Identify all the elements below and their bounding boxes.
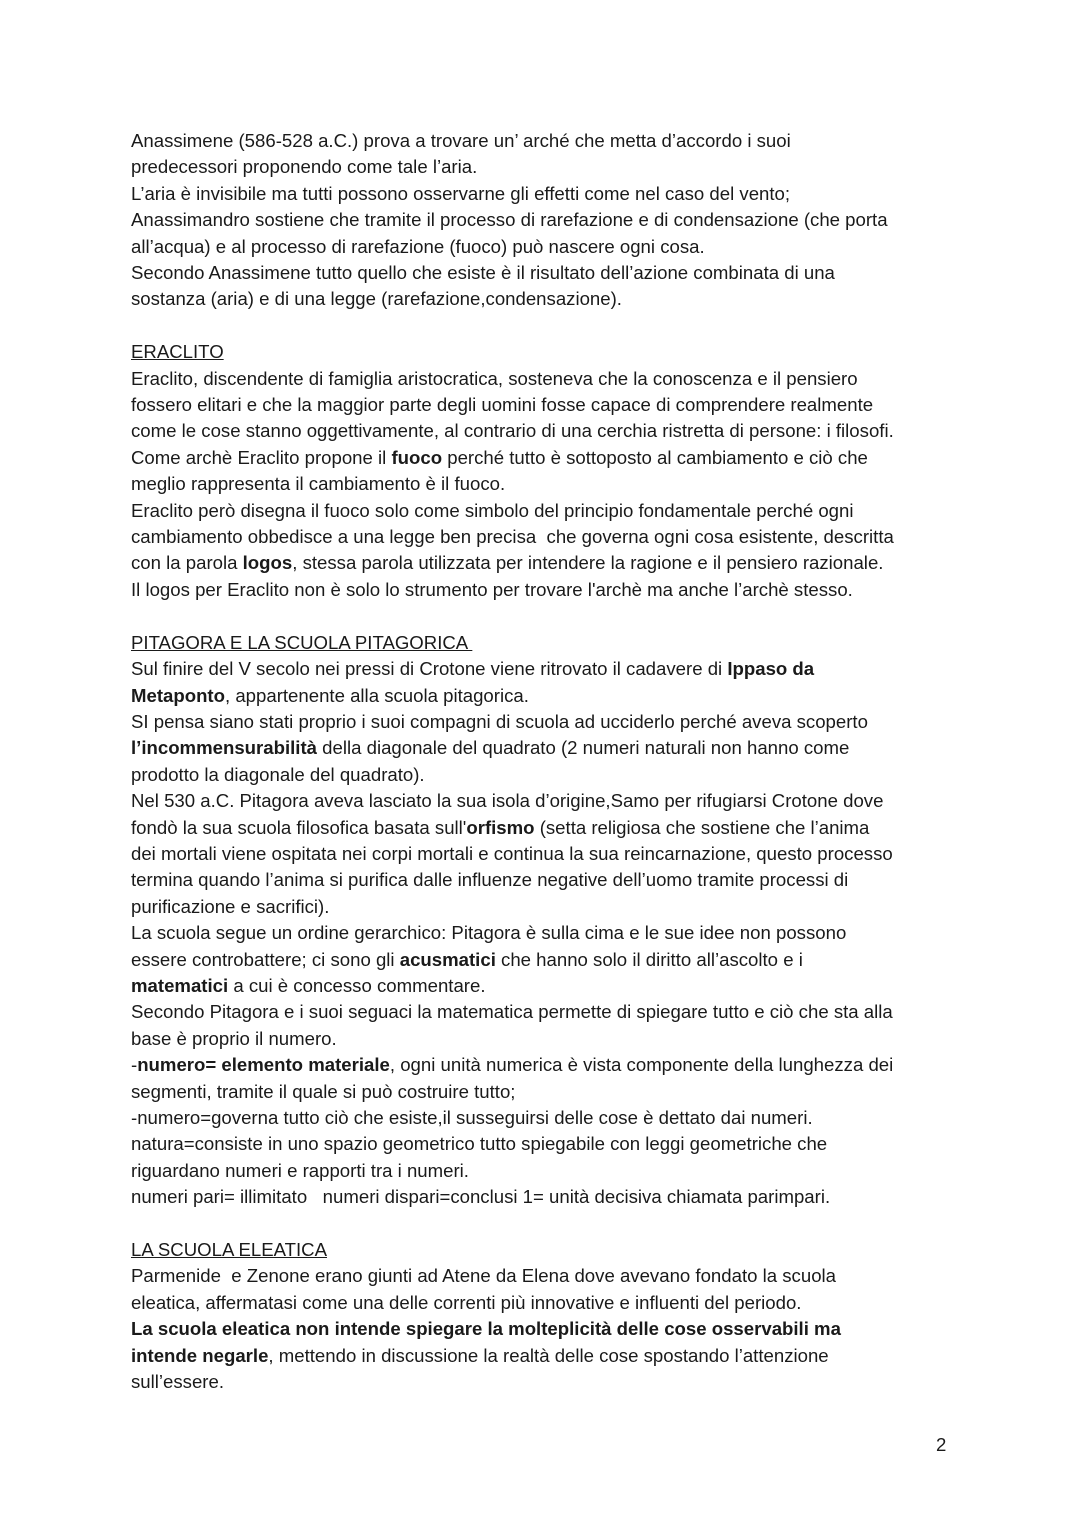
bold-text: l’incommensurabilità	[131, 737, 317, 759]
text-run: Anassimandro sostiene che tramite il processo di rarefazione e di condensazione (che porta	[131, 209, 888, 231]
text-line	[131, 181, 961, 207]
text-line	[131, 445, 961, 471]
bold-text: orfismo	[466, 816, 535, 838]
text-line	[131, 1105, 961, 1131]
text-run: SI pensa siano stati proprio i suoi compagni di scuola ad ucciderlo perché aveva scoperto	[131, 710, 868, 732]
text-run: Come archè Eraclito propone il	[131, 446, 392, 468]
text-run: meglio rappresenta il cambiamento è il fuoco.	[131, 473, 506, 495]
bold-text: fuoco	[391, 446, 443, 468]
text-line	[131, 709, 961, 735]
text-line	[131, 973, 961, 999]
text-line	[131, 656, 961, 682]
text-run: , appartenente alla scuola pitagorica.	[225, 684, 529, 706]
text-line	[131, 867, 961, 893]
section-gap	[131, 1211, 961, 1237]
text-run: dei mortali viene ospitata nei corpi mortali e continua la sua reincarnazione, questo processo	[131, 842, 893, 864]
text-line	[131, 1026, 961, 1052]
text-run: Il logos per Eraclito non è solo lo strumento per trovare l'archè ma anche l’archè stesso.	[131, 578, 853, 600]
text-line	[131, 683, 961, 709]
text-run: eleatica, affermatasi come una delle correnti più innovative e influenti del periodo.	[131, 1291, 802, 1313]
document-body	[131, 128, 961, 1395]
page-number: 2	[936, 1434, 947, 1455]
text-run: riguardano numeri e rapporti tra i numeri.	[131, 1159, 469, 1181]
section-heading: LA SCUOLA ELEATICA	[131, 1239, 328, 1261]
text-line	[131, 1316, 961, 1342]
text-run: , stessa parola utilizzata per intendere la ragione e il pensiero razionale.	[292, 552, 884, 574]
text-line	[131, 260, 961, 286]
text-line	[131, 128, 961, 154]
text-line	[131, 286, 961, 312]
text-line	[131, 788, 961, 814]
text-line	[131, 894, 961, 920]
text-run: Secondo Anassimene tutto quello che esiste è il risultato dell’azione combinata di una	[131, 262, 835, 284]
text-run: a cui è concesso commentare.	[228, 974, 486, 996]
text-line	[131, 1184, 961, 1210]
text-run: perché tutto è sottoposto al cambiamento e ciò che	[442, 446, 868, 468]
bold-text: matematici	[131, 974, 229, 996]
text-line	[131, 815, 961, 841]
text-line	[131, 1343, 961, 1369]
text-run: -numero=governa tutto ciò che esiste,il susseguirsi delle cose è dettato dai numeri.	[131, 1107, 813, 1128]
text-run: fossero elitari e che la maggior parte degli uomini fosse capace di comprendere realmente	[131, 394, 874, 416]
text-line	[131, 1079, 961, 1105]
section-gap	[131, 603, 961, 629]
text-run: prodotto la diagonale del quadrato).	[131, 763, 425, 785]
text-line	[131, 1158, 961, 1184]
bold-text: intende negarle	[131, 1344, 269, 1366]
text-run: cambiamento obbedisce a una legge ben precisa che governa ogni cosa esistente, descritta	[131, 526, 894, 548]
text-run: essere controbattere; ci sono gli	[131, 948, 400, 970]
section-gap	[131, 313, 961, 339]
text-run: Parmenide e Zenone erano giunti ad Atene da Elena dove avevano fondato la scuola	[131, 1265, 837, 1287]
text-run: Sul finire del V secolo nei pressi di Crotone viene ritrovato il cadavere di	[131, 658, 728, 680]
bold-text: Metaponto	[131, 684, 225, 706]
text-run: come le cose stanno oggettivamente, al contrario di una cerchia ristretta di persone: i filosofi.	[131, 420, 894, 442]
bold-text: numero= elemento materiale	[137, 1054, 390, 1076]
text-run: fondò la sua scuola filosofica basata sull'	[131, 816, 467, 838]
text-line	[131, 1131, 961, 1157]
text-line	[131, 550, 961, 576]
text-run: predecessori proponendo come tale l’aria.	[131, 156, 478, 178]
text-run: segmenti, tramite il quale si può costruire tutto;	[131, 1080, 516, 1102]
text-line	[131, 154, 961, 180]
text-run: (setta religiosa che sostiene che l’anima	[534, 816, 870, 838]
text-run: , ogni unità numerica è vista componente della lunghezza dei	[389, 1054, 894, 1076]
bold-text: logos	[242, 552, 293, 574]
text-line	[131, 498, 961, 524]
text-run: Eraclito, discendente di famiglia aristocratica, sosteneva che la conoscenza e il pensiero	[131, 367, 858, 389]
bold-text: Ippaso da	[727, 658, 815, 680]
text-line	[131, 841, 961, 867]
text-line	[131, 1263, 961, 1289]
section-heading: ERACLITO	[131, 341, 224, 363]
section-heading: PITAGORA E LA SCUOLA PITAGORICA	[131, 631, 473, 653]
text-line	[131, 999, 961, 1025]
text-run: con la parola	[131, 552, 243, 574]
text-run: Eraclito però disegna il fuoco solo come simbolo del principio fondamentale perché ogni	[131, 499, 854, 521]
text-line	[131, 471, 961, 497]
text-run: della diagonale del quadrato (2 numeri naturali non hanno come	[316, 737, 850, 759]
text-run: natura=consiste in uno spazio geometrico tutto spiegabile con leggi geometriche che	[131, 1133, 828, 1155]
text-run: Anassimene (586-528 a.C.) prova a trovare un’ arché che metta d’accordo i suoi	[131, 130, 791, 151]
text-line	[131, 366, 961, 392]
text-line	[131, 735, 961, 761]
text-run: Nel 530 a.C. Pitagora aveva lasciato la sua isola d’origine,Samo per rifugiarsi Crotone dove	[131, 790, 884, 812]
bold-text: acusmatici	[399, 948, 496, 970]
text-run: all’acqua) e al processo di rarefazione (fuoco) può nascere ogni cosa.	[131, 235, 705, 257]
text-run: base è proprio il numero.	[131, 1027, 337, 1049]
text-run: La scuola segue un ordine gerarchico: Pitagora è sulla cima e le sue idee non possono	[131, 922, 847, 944]
text-run: -	[131, 1054, 138, 1076]
text-run: che hanno solo il diritto all’ascolto e i	[495, 948, 803, 970]
text-line	[131, 762, 961, 788]
text-line	[131, 920, 961, 946]
bold-text: La scuola eleatica non intende spiegare la molteplicità delle cose osservabili ma	[131, 1318, 841, 1340]
text-line	[131, 392, 961, 418]
text-run: sostanza (aria) e di una legge (rarefazione,condensazione).	[131, 288, 622, 310]
text-run: L’aria è invisibile ma tutti possono osservarne gli effetti come nel caso del vento;	[131, 182, 791, 204]
text-run: termina quando l’anima si purifica dalle influenze negative dell’uomo tramite processi di	[131, 869, 849, 891]
text-run: purificazione e sacrifici).	[131, 895, 330, 917]
text-line	[131, 524, 961, 550]
text-line	[131, 418, 961, 444]
text-line	[131, 1052, 961, 1078]
text-run: Secondo Pitagora e i suoi seguaci la matematica permette di spiegare tutto e ciò che sta alla	[131, 1001, 893, 1023]
text-line	[131, 577, 961, 603]
text-line	[131, 947, 961, 973]
text-line	[131, 1369, 961, 1395]
text-line	[131, 234, 961, 260]
text-line	[131, 207, 961, 233]
text-run: numeri pari= illimitato numeri dispari=conclusi 1= unità decisiva chiamata parimpari.	[131, 1186, 831, 1208]
text-line	[131, 1290, 961, 1316]
text-run: sull’essere.	[131, 1371, 225, 1393]
text-run: , mettendo in discussione la realtà delle cose spostando l’attenzione	[268, 1344, 829, 1366]
